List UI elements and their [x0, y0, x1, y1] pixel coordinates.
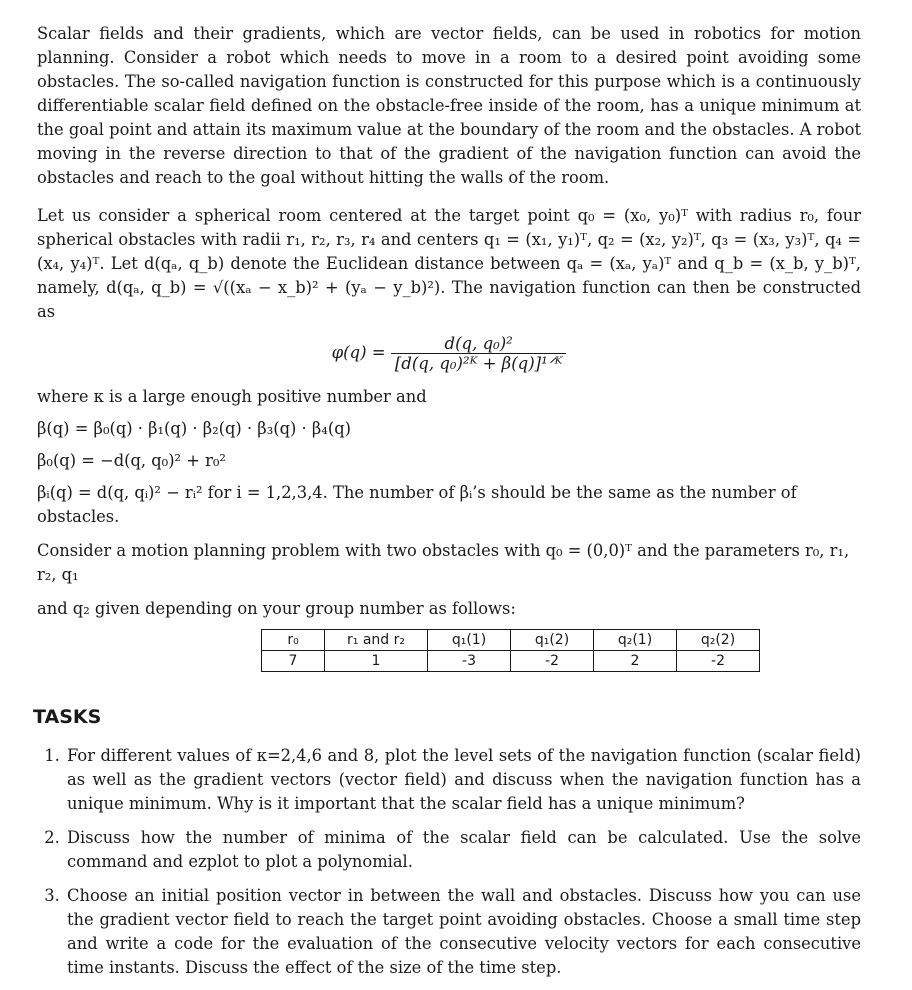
table-header-cell: r₀ [262, 630, 325, 651]
parameter-table-header-row [262, 630, 760, 651]
problem-line: Consider a motion planning problem with two obstacles with q₀ = (0,0)ᵀ and the parameters r₀, r₁, r₂, q₁ [37, 541, 850, 584]
task-item: 2. Discuss how the number of minima of the scalar field can be calculated. Use the solve command and ezplot to plot a polynomial. [65, 826, 861, 874]
beta-product-equation: β(q) = β₀(q) · β₁(q) · β₂(q) · β₃(q) · β₄(q) [37, 419, 351, 438]
task-item: 3. Choose an initial position vector in between the wall and obstacles. Discuss how you can use the gradient vector field to reach the target point avoiding obstacles. Choose a small time step and write a code for the evaluation of the consecutive velocity vectors for each consecutive time instants. Discuss the effect of the size of the time step. [65, 884, 861, 980]
table-value-cell: 2 [594, 651, 677, 672]
table-value-cell: 1 [325, 651, 428, 672]
setup-paragraph: Let us consider a spherical room centered at the target point q₀ = (x₀, y₀)ᵀ with radius r₀, four spherical obstacles with radii r₁, r₂, r₃, r₄ and centers q₁ = (x₁, y₁)ᵀ, q₂ = (x₂, y₂)ᵀ, q₃ = (x₃, y₃)ᵀ, q₄ = (x₄, y₄)ᵀ. Let d(qₐ, q_b) denote the Euclidean distance between qₐ = (xₐ, yₐ)ᵀ and q_b = (x_b, y_b)ᵀ, namely, d(qₐ, q_b) = √((xₐ − x_b)² + (yₐ − y_b)²). The navigation function can then be constructed as [37, 206, 861, 321]
table-value-cell: -3 [428, 651, 511, 672]
table-header-cell: q₁(2) [511, 630, 594, 651]
tasks-heading: TASKS [33, 706, 102, 728]
parameter-table-value-row [262, 651, 760, 672]
where-line: where κ is a large enough positive number and [37, 387, 427, 406]
table-value-cell: 7 [262, 651, 325, 672]
table-header-cell: r₁ and r₂ [325, 630, 428, 651]
table-header-cell: q₂(1) [594, 630, 677, 651]
navigation-function-equation [37, 334, 861, 373]
equation-fraction [391, 334, 567, 373]
document-page [33, 20, 861, 990]
table-header-cell: q₁(1) [428, 630, 511, 651]
table-value-cell: -2 [511, 651, 594, 672]
equation-denominator: [d(q, q₀)²ᴷ + β(q)]¹ᐟᴷ [391, 353, 567, 373]
table-value-cell: -2 [677, 651, 760, 672]
intro-paragraph: Scalar fields and their gradients, which are vector fields, can be used in robotics for motion planning. Consider a robot which needs to move in a room to a desired point avoiding some obstacles. The so-called navigation function is constructed for this purpose which is a continuously differentiable scalar field defined on the obstacle-free inside of the room, has a unique minimum at the goal point and attain its maximum value at the boundary of the room and the obstacles. A robot moving in the reverse direction to that of the gradient of the navigation function can avoid the obstacles and reach to the goal without hitting the walls of the room. [37, 24, 861, 187]
task-item: 1. For different values of κ=2,4,6 and 8, plot the level sets of the navigation function (scalar field) as well as the gradient vectors (vector field) and discuss when the navigation function has a unique minimum. Why is it important that the scalar field has a unique minimum? [65, 744, 861, 816]
equation-numerator: d(q, q₀)² [444, 334, 513, 353]
parameter-table [261, 629, 760, 672]
beta-i-equation: βᵢ(q) = d(q, qᵢ)² − rᵢ² for i = 1,2,3,4. The number of βᵢ’s should be the same as the number of obstacles. [37, 483, 797, 526]
group-line: and q₂ given depending on your group number as follows: [37, 599, 516, 618]
equation-lhs: φ(q) = [331, 343, 386, 362]
beta-zero-equation: β₀(q) = −d(q, q₀)² + r₀² [37, 451, 226, 470]
table-header-cell: q₂(2) [677, 630, 760, 651]
tasks-list [37, 744, 861, 980]
